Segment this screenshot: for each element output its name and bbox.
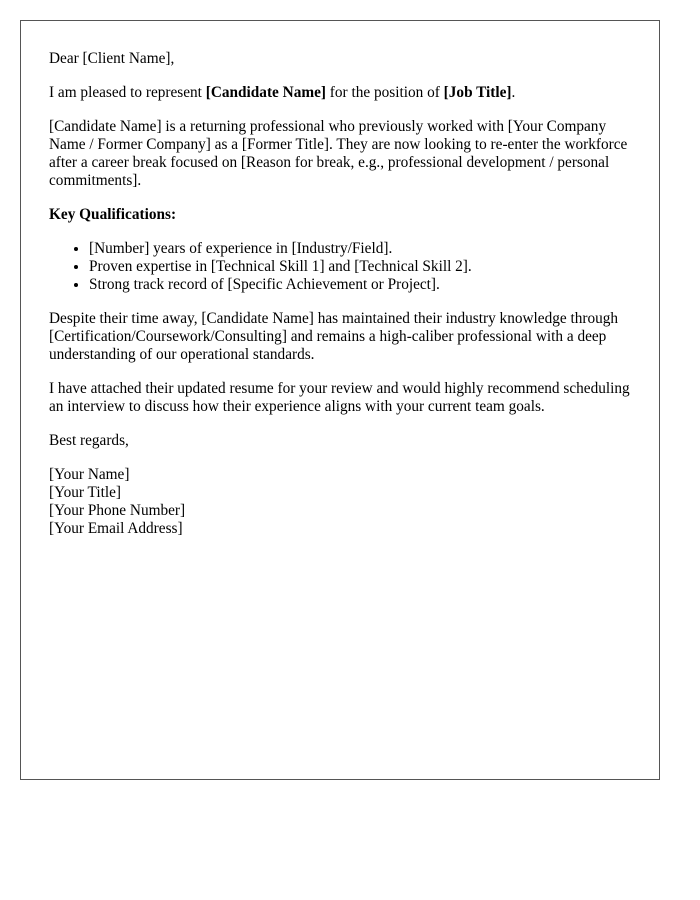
signature-title: [Your Title] bbox=[49, 484, 121, 501]
resume-paragraph: I have attached their updated resume for your review and would highly recommend scheduling an interview to discuss how their experience aligns with your current team goals. bbox=[49, 380, 630, 415]
qualification-item: • [Number] years of experience in [Industry/Field]. bbox=[89, 240, 631, 258]
intro-text-end: . bbox=[511, 84, 516, 101]
salutation: Dear [Client Name], bbox=[49, 50, 175, 67]
intro-text-start: I am pleased to represent bbox=[49, 84, 206, 101]
qualification-item: • Proven expertise in [Technical Skill 1] and [Technical Skill 2]. bbox=[89, 258, 631, 276]
qualifications-heading bbox=[49, 206, 631, 224]
intro-paragraph bbox=[49, 84, 631, 102]
signature-name: [Your Name] bbox=[49, 466, 130, 483]
background-paragraph: [Candidate Name] is a returning professional who previously worked with [Your Company Name / Former Company] as a [Former Title]. They are now looking to re-enter the workforce after a career break focused on [Reason for break, e.g., professional development / personal commitments]. bbox=[49, 118, 628, 189]
qualifications-list bbox=[49, 240, 631, 294]
closing: Best regards, bbox=[49, 432, 129, 449]
signature-phone: [Your Phone Number] bbox=[49, 502, 186, 519]
qualifications-heading-text: Key Qualifications: bbox=[49, 206, 177, 223]
candidate-name-bold: [Candidate Name] bbox=[205, 84, 326, 101]
letter-page bbox=[20, 20, 660, 780]
signature-block bbox=[49, 466, 631, 538]
job-title-bold: [Job Title] bbox=[443, 84, 512, 101]
signature-email: [Your Email Address] bbox=[49, 520, 183, 537]
intro-text-middle: for the position of bbox=[325, 84, 444, 101]
qualification-item: • Strong track record of [Specific Achievement or Project]. bbox=[89, 276, 631, 294]
maintained-knowledge-paragraph: Despite their time away, [Candidate Name] has maintained their industry knowledge through [Certification/Coursework/Consulting] and remains a high-caliber professional with a deep understanding of our operational standards. bbox=[49, 310, 619, 363]
